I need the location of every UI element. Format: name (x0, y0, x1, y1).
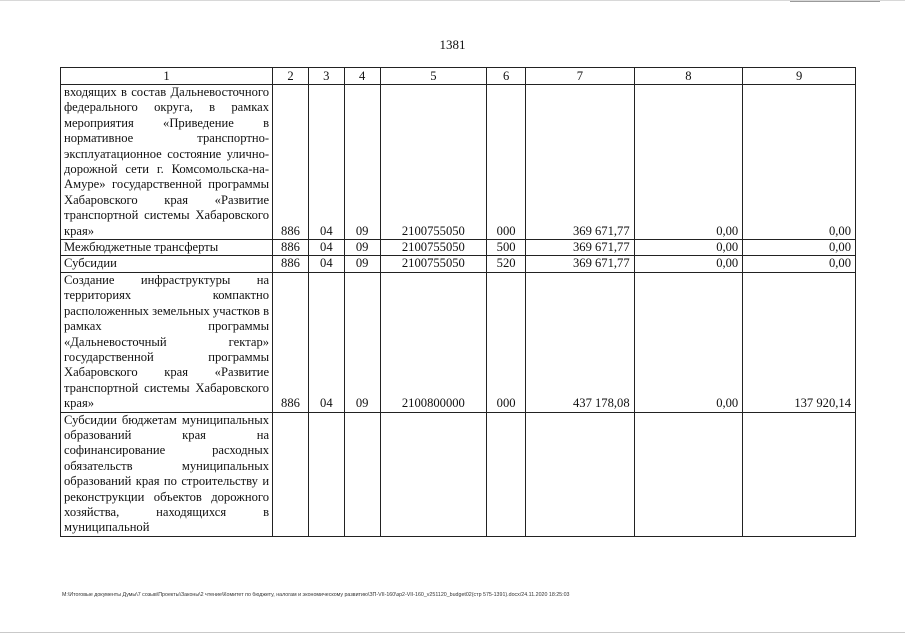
row-subsection: 09 (344, 272, 380, 412)
row-target-article: 2100755050 (380, 85, 487, 240)
table-row (61, 240, 856, 256)
column-number-2: 2 (273, 68, 309, 85)
row-amount-col9: 0,00 (743, 256, 856, 272)
bottom-edge-line (0, 632, 905, 633)
row-amount-col8: 0,00 (634, 240, 743, 256)
document-file-path: M:\Итоговые документы Думы\7 созыв\Проекты\Законы\2 чтение\Комитет по бюджету, налогам и экономическому развитию\ЗП-VII-160\зр2-VII-160_v251120_budget02(стр 575-1391).docx/24.11.2020 18:25:03 (62, 592, 570, 598)
row-target-article (380, 412, 487, 536)
page-number: 1381 (439, 37, 466, 52)
column-number-7: 7 (526, 68, 635, 85)
row-section: 04 (308, 256, 344, 272)
row-amount-col9: 0,00 (743, 240, 856, 256)
row-name: Субсидии бюджетам муниципальных образований края на софинансирование расходных обязательств муниципальных образований края по строительству и реконструкции объектов дорожного хозяйства, находящихся в муниципальной (61, 412, 273, 536)
top-edge-line (0, 0, 905, 1)
row-admin-code: 886 (273, 85, 309, 240)
row-subsection: 09 (344, 256, 380, 272)
row-subsection: 09 (344, 240, 380, 256)
row-target-article: 2100755050 (380, 256, 487, 272)
row-amount-col8 (634, 412, 743, 536)
table-row (61, 272, 856, 412)
row-expense-type: 000 (487, 85, 526, 240)
row-admin-code: 886 (273, 240, 309, 256)
row-name: Субсидии (61, 256, 273, 272)
row-amount-col9: 0,00 (743, 85, 856, 240)
row-amount-col7 (526, 412, 635, 536)
column-number-8: 8 (634, 68, 743, 85)
row-target-article: 2100800000 (380, 272, 487, 412)
row-admin-code (273, 412, 309, 536)
row-amount-col8: 0,00 (634, 272, 743, 412)
row-expense-type: 000 (487, 272, 526, 412)
column-number-5: 5 (380, 68, 487, 85)
row-name: Межбюджетные трансферты (61, 240, 273, 256)
column-number-row (61, 68, 856, 85)
row-expense-type: 520 (487, 256, 526, 272)
row-amount-col7: 369 671,77 (526, 240, 635, 256)
row-expense-type: 500 (487, 240, 526, 256)
row-target-article: 2100755050 (380, 240, 487, 256)
row-subsection (344, 412, 380, 536)
row-name: входящих в состав Дальневосточного федерального округа, в рамках мероприятия «Приведение в нормативное транспортно-эксплуатационное состояние улично-дорожной сети г. Комсомольска-на-Амуре» государственной программы Хабаровского края «Развитие транспортной системы Хабаровского края» (61, 85, 273, 240)
row-section (308, 412, 344, 536)
row-amount-col8: 0,00 (634, 85, 743, 240)
table-row (61, 85, 856, 240)
row-section: 04 (308, 272, 344, 412)
column-number-9: 9 (743, 68, 856, 85)
row-section: 04 (308, 240, 344, 256)
table-row (61, 412, 856, 536)
table-row (61, 256, 856, 272)
row-amount-col7: 369 671,77 (526, 85, 635, 240)
row-amount-col9: 137 920,14 (743, 272, 856, 412)
row-admin-code: 886 (273, 256, 309, 272)
column-number-1: 1 (61, 68, 273, 85)
row-expense-type (487, 412, 526, 536)
row-subsection: 09 (344, 85, 380, 240)
row-amount-col7: 437 178,08 (526, 272, 635, 412)
column-number-3: 3 (308, 68, 344, 85)
row-section: 04 (308, 85, 344, 240)
column-number-6: 6 (487, 68, 526, 85)
row-admin-code: 886 (273, 272, 309, 412)
row-amount-col7: 369 671,77 (526, 256, 635, 272)
column-number-4: 4 (344, 68, 380, 85)
budget-table (60, 67, 856, 537)
row-amount-col8: 0,00 (634, 256, 743, 272)
top-edge-mark (790, 1, 880, 2)
row-name: Создание инфраструктуры на территориях компактно расположенных земельных участков в рамках программы «Дальневосточный гектар» государственной программы Хабаровского края «Развитие транспортной системы Хабаровского края» (61, 272, 273, 412)
row-amount-col9 (743, 412, 856, 536)
